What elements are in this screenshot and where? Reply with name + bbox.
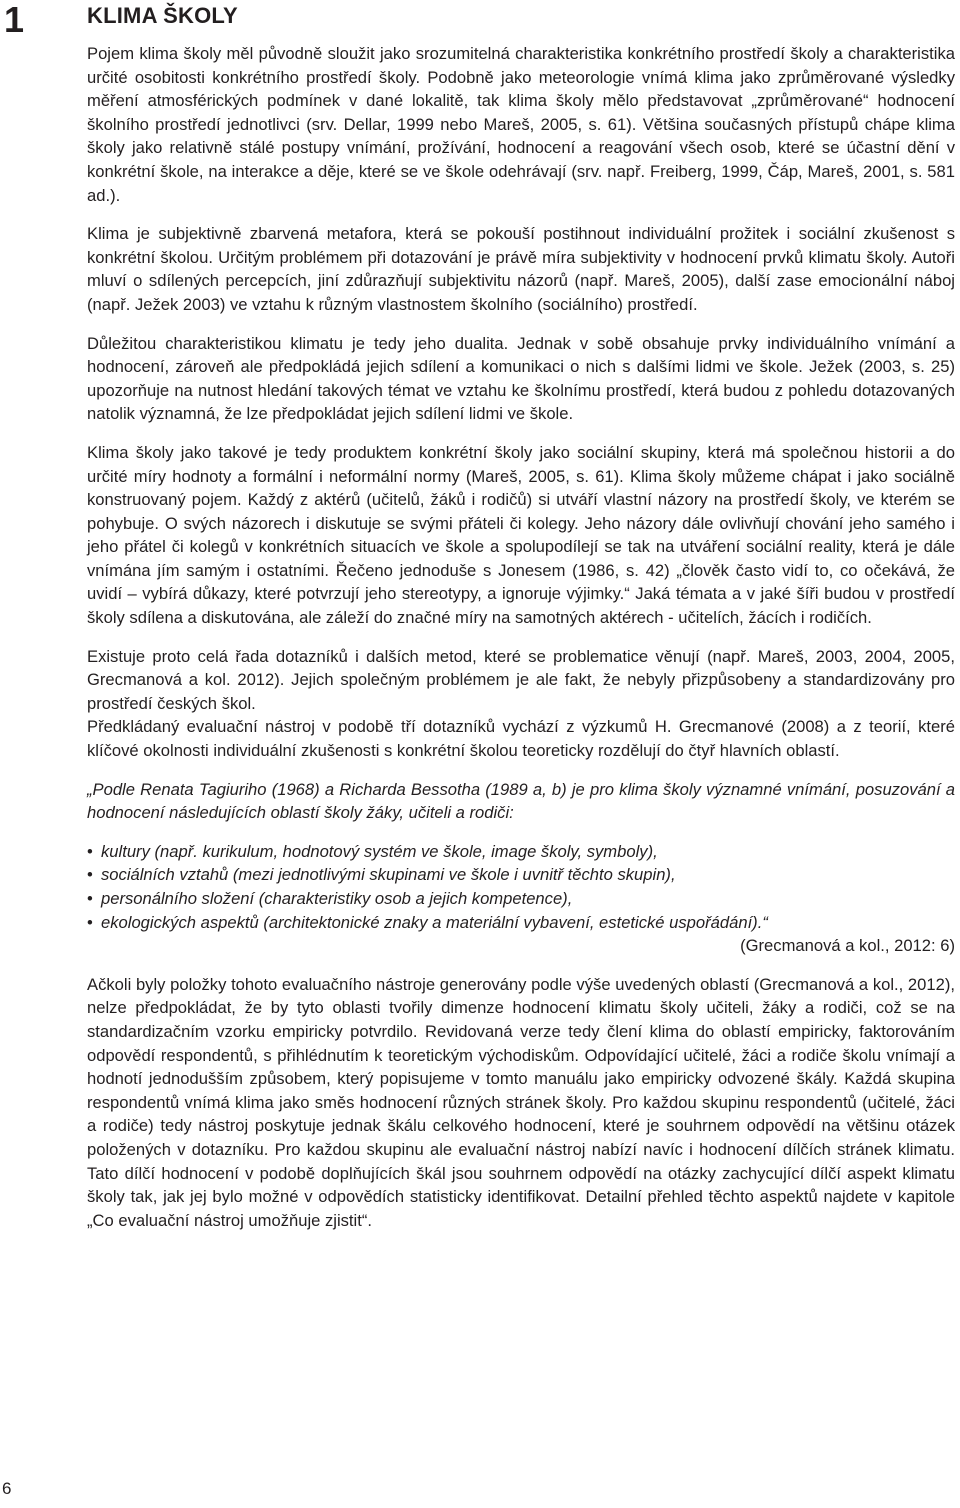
paragraph-5: Existuje proto celá řada dotazníků i dalších metod, které se problematice věnují (např. Mareš, 2003, 2004, 2005, Grecmanová a kol. 2012). Jejich společným problémem je ale fakt, že nebyly přizpůsobeny a standardizovány pro prostředí českých škol.	[87, 646, 955, 713]
list-item	[87, 863, 955, 887]
paragraph-2: Klima je subjektivně zbarvená metafora, která se pokouší postihnout individuální prožitek i sociální zkušenost s konkrétní školou. Určitým problémem při dotazování je právě míra subjektivity v hodnocení prvků klimatu školy. Autoři mluví o sdílených percepcích, jiní zdůrazňují subjektivitu názorů (např. Mareš, 2005), další zase emocionální náboj (např. Ježek 2003) ve vztahu k různým vlastnostem školního (sociálního) prostředí.	[87, 224, 955, 314]
list-item-text: personálního složení (charakteristiky osob a jejich kompetence),	[101, 889, 573, 908]
block-quote	[87, 778, 955, 958]
list-item-text: kultury (např. kurikulum, hodnotový systém ve škole, image školy, symboly),	[101, 841, 658, 861]
quote-source: (Grecmanová a kol., 2012: 6)	[740, 936, 955, 956]
paragraph-1: Pojem klima školy měl původně sloužit jako srozumitelná charakteristika konkrétního prostředí školy a charakteristika určité osobitosti konkrétního prostředí školy. Podobně jako meteorologie vnímá klima jako zprůměrované výsledky měření atmosférických podmínek v dané lokalitě, tak klima školy mělo představovat „zprůměrované“ hodnocení školního prostředí jednotlivci (srv. Dellar, 1999 nebo Mareš, 2005, s. 61). Většina současných přístupů chápe klima školy jako relativně stálé postupy vnímání, prožívání, hodnocení a reagování všech osob, které se účastní dění v konkrétní škole, na interakce a děje, které se ve škole odehrávají (srv. např. Freiberg, 1999, Čáp, Mareš, 2001, s. 581 ad.).	[87, 44, 955, 205]
paragraph-3: Důležitou charakteristikou klimatu je tedy jeho dualita. Jednak v sobě obsahuje prvky individuálního vnímání a hodnocení, zároveň ale předpokládá jejich sdílení a komunikaci o nich s dalšími lidmi ve škole. Ježek (2003, s. 25) upozorňuje na nutnost hledání takových témat ve vztahu ke školnímu prostředí, která budou z pohledu dotazovaných natolik významná, že lze předpokládat jejich sdílení lidmi ve škole.	[87, 333, 955, 424]
list-item-text: sociálních vztahů (mezi jednotlivými skupinami ve škole i uvnitř těchto skupin),	[101, 865, 676, 885]
quote-list	[87, 840, 955, 934]
paragraph-4: Klima školy jako takové je tedy produktem konkrétní školy jako sociální skupiny, která má společnou historii a do určité míry hodnoty a formální i neformální normy (Mareš, 2005, s. 61). Klima školy můžeme chápat i jako sociálně konstruovaný pojem. Každý z aktérů (učitelů, žáků i rodičů) si utváří vlastní názory na prostředí školy, ve kterém se pohybuje. O svých názorech i diskutuje se svými přáteli či kolegy. Jeho názory dále ovlivňují chování jeho samého i jeho přátel či kolegů v konkrétních situacích ve škole a spolupodílejí se tak na utváření sociální reality, která je dále vnímána jím samým i ostatními. Řečeno jednoduše s Jonesem (1986, s. 42) „člověk často vidí to, co očekává, že uvidí – vybírá důkazy, které potvrzují jeho stereotypy, a ignoruje výjimky.“ Jaká témata a v jaké šíři budou v prostředí školy sdílena a diskutována, ale záleží do značné míry na samotných aktérech - učitelích, žácích i rodičích.	[87, 442, 955, 628]
page-number: 6	[2, 1479, 12, 1498]
bullet-icon: •	[87, 889, 93, 908]
paragraph-6: Předkládaný evaluační nástroj v podobě tří dotazníků vychází z výzkumů H. Grecmanové (2008) a z teorií, které klíčové okolnosti individuální zkušenosti s konkrétní školou teoreticky rozdělují do čtyř hlavních oblastí.	[87, 717, 955, 761]
bullet-icon: •	[87, 865, 93, 885]
list-item	[87, 911, 955, 935]
bullet-icon: •	[87, 841, 93, 861]
quote-intro: „Podle Renata Tagiuriho (1968) a Richarda Bessotha (1989 a, b) je pro klima školy významné vnímání, posuzování a hodnocení následujících oblastí školy žáky, učiteli a rodiči:	[87, 779, 955, 823]
list-item	[87, 840, 955, 864]
list-item	[87, 887, 955, 911]
document-body	[87, 42, 955, 1247]
paragraph-final: Ačkoli byly položky tohoto evaluačního nástroje generovány podle výše uvedených oblastí (Grecmanová a kol., 2012), nelze předpokládat, že by tyto oblasti tvořily dimenze hodnocení klimatu školy učiteli, žáky a rodiči, což se na standardizačním vzorku empiricky potvrdilo. Revidovaná verze tedy člení klima do oblastí empiricky, faktorováním odpovědí respondentů, s přihlédnutím k teoretickým východiskům. Odpovídající učitelé, žáci a rodiče školu vnímají a hodnotí jednodušším způsobem, který popisujeme v tomto manuálu jako empiricky odvozené škály. Každá skupina respondentů vnímá klima jako směs hodnocení různých stránek školy. Pro každou skupinu respondentů (učitelé, žáci a rodiče) tedy nástroj poskytuje jednak škálu celkového hodnocení, které je souhrnem odpovědí na většinu otázek položených v dotazníku. Pro každou skupinu ale evaluační nástroj nabízí navíc i hodnocení dílčích stránek klimatu. Tato dílčí hodnocení v podobě doplňujících škál jsou souhrnem odpovědí na otázky zachycující dílčí aspekt klimatu školy tak, jak jej bylo možné v odpovědích statisticky identifikovat. Detailní přehled těchto aspektů najdete v kapitole „Co evaluační nástroj umožňuje zjistit“.	[87, 974, 955, 1230]
list-item-text: ekologických aspektů (architektonické znaky a materiální vybavení, estetické uspořádání).“	[101, 912, 768, 932]
chapter-number: 1	[4, 0, 25, 40]
bullet-icon: •	[87, 912, 93, 932]
chapter-title: KLIMA ŠKOLY	[87, 3, 238, 28]
